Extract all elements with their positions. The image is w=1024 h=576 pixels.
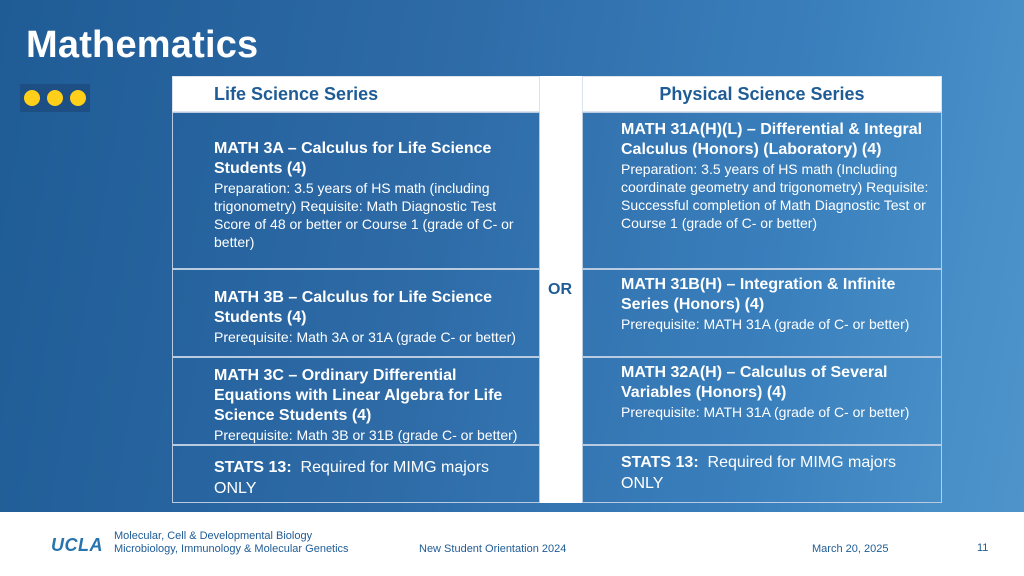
physical-course-cell-1 [582, 112, 942, 269]
decorative-dots [20, 84, 90, 112]
course-description: Prerequisite: MATH 31A (grade of C- or better) [621, 316, 910, 332]
course-title: MATH 32A(H) – Calculus of Several Variables (Honors) (4) [621, 364, 888, 401]
physical-course-cell-2 [582, 269, 942, 357]
life-course-cell-2 [172, 269, 540, 357]
physical-science-header: Physical Science Series [582, 76, 942, 112]
course-description: Prerequisite: Math 3A or 31A (grade C- or better) [214, 329, 516, 345]
or-label: OR [548, 281, 572, 298]
course-title: MATH 31A(H)(L) – Differential & Integral Calculus (Honors) (Laboratory) (4) [621, 121, 923, 158]
life-course-cell-1 [172, 112, 540, 269]
stats-note [621, 452, 935, 494]
stats-label: STATS 13: [214, 459, 292, 476]
slide-title: Mathematics [26, 24, 259, 66]
page-number: 11 [977, 542, 989, 554]
course-description: Preparation: 3.5 years of HS math (Including coordinate geometry and trigonometry) Requisite: Successful completion of Math Diagnostic Test or Course 1 (grade of C- or better) [621, 161, 929, 231]
course-description: Preparation: 3.5 years of HS math (including trigonometry) Requisite: Math Diagnostic Test Score of 48 or better or Course 1 (grade of C- or better) [214, 180, 514, 250]
physical-course-cell-3 [582, 357, 942, 445]
ucla-logo: UCLA [51, 535, 103, 555]
course-title: MATH 31B(H) – Integration & Infinite Series (Honors) (4) [621, 276, 896, 313]
stats-note [214, 457, 535, 499]
course-title: MATH 3C – Ordinary Differential Equations with Linear Algebra for Life Science Students (4) [214, 367, 503, 424]
stats-text: Required for MIMG majors ONLY [214, 459, 490, 497]
course-description: Prerequisite: MATH 31A (grade of C- or better) [621, 404, 910, 420]
stats-label: STATS 13: [621, 454, 699, 471]
dot-icon [24, 90, 40, 106]
course-description: Prerequisite: Math 3B or 31B (grade C- or better) [214, 427, 518, 443]
course-title: MATH 3A – Calculus for Life Science Students (4) [214, 140, 492, 177]
life-stats-cell [172, 445, 540, 503]
life-science-header: Life Science Series [172, 76, 540, 112]
footer-date: March 20, 2025 [812, 543, 889, 555]
event-name: New Student Orientation 2024 [419, 543, 567, 555]
department-line-2: Microbiology, Immunology & Molecular Genetics [114, 543, 349, 555]
stats-text: Required for MIMG majors ONLY [621, 454, 897, 492]
physical-stats-cell [582, 445, 942, 503]
dot-icon [47, 90, 63, 106]
department-line-1: Molecular, Cell & Developmental Biology [114, 530, 313, 542]
life-course-cell-3 [172, 357, 540, 445]
course-title: MATH 3B – Calculus for Life Science Students (4) [214, 289, 492, 326]
dot-icon [70, 90, 86, 106]
